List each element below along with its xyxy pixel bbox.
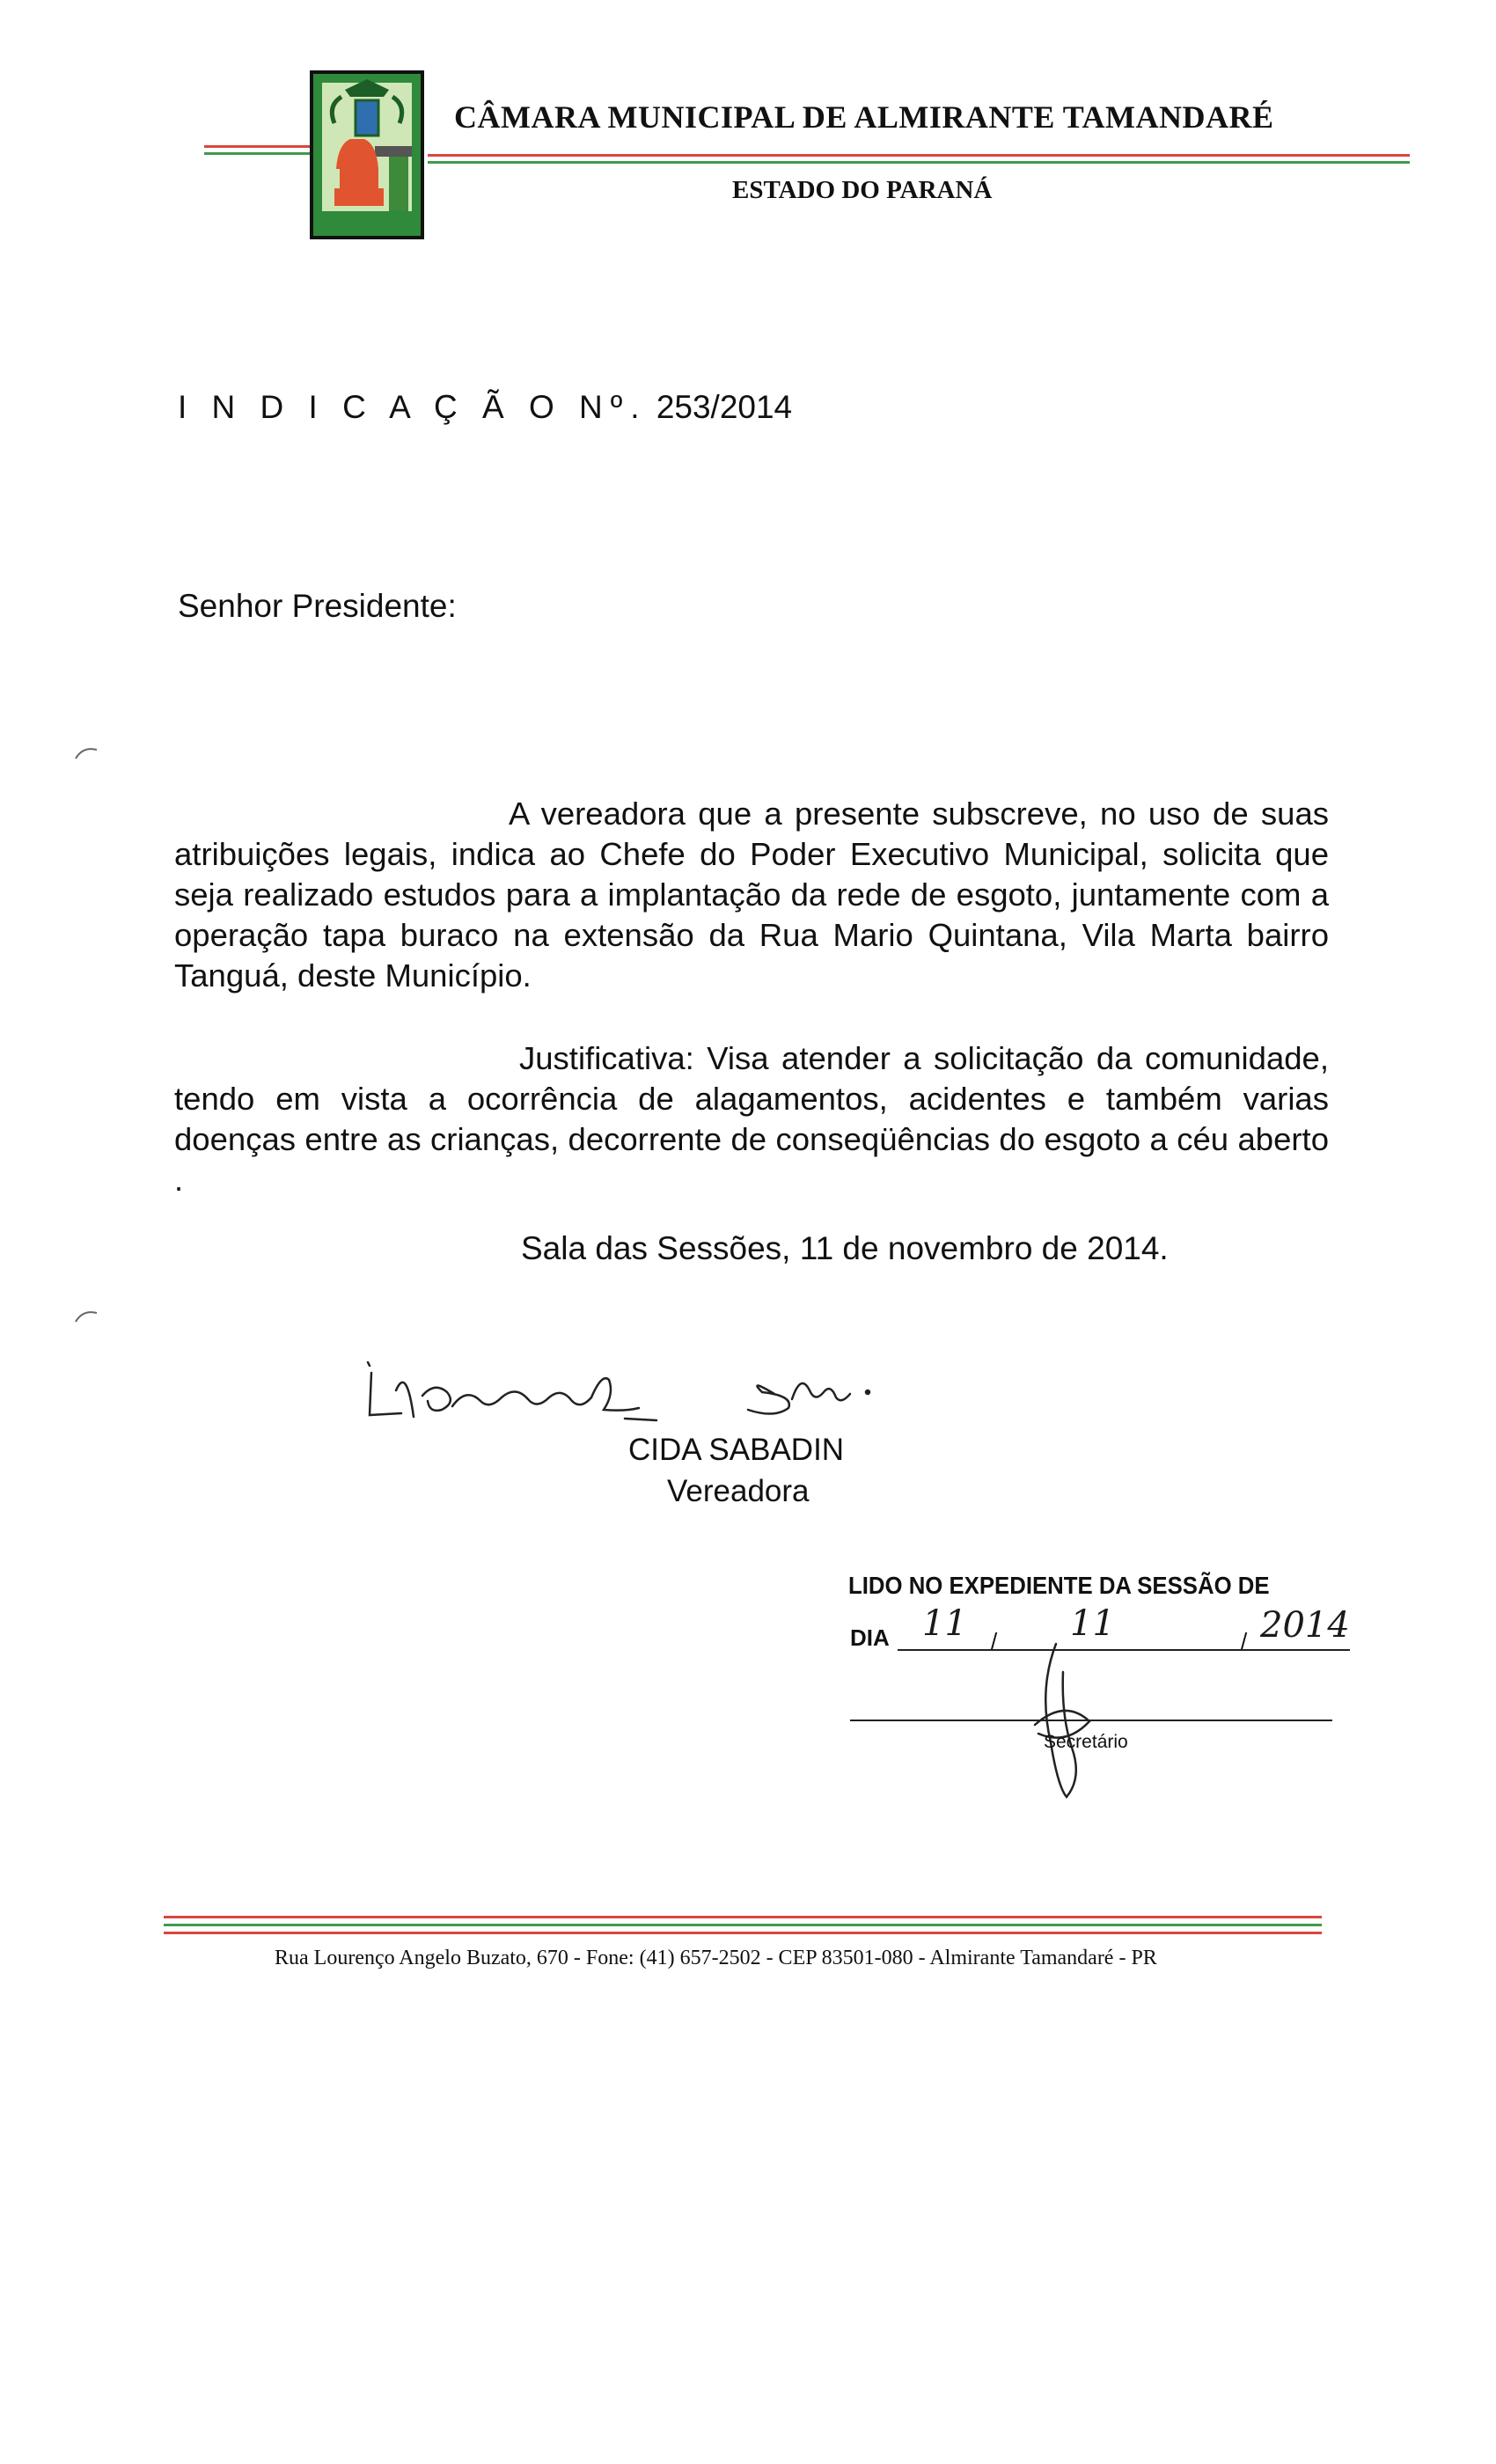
secretary-signature (1012, 1637, 1109, 1804)
secretary-label: Secretário (1044, 1732, 1128, 1752)
footer-rule-green (164, 1924, 1322, 1926)
stamp-handwritten-day: 11 (922, 1603, 967, 1644)
paragraph-request (174, 794, 1329, 996)
stamp-date-slash: / (1241, 1628, 1248, 1654)
signatory-name: CIDA SABADIN (628, 1433, 845, 1467)
stamp-date-line (898, 1649, 1350, 1651)
margin-mark-icon (74, 744, 99, 760)
closing-line: Sala das Sessões, 11 de novembro de 2014. (521, 1230, 1169, 1266)
header-rule-red-left (204, 145, 310, 148)
header-rule-red-right (428, 154, 1410, 157)
margin-mark-icon (74, 1308, 99, 1324)
handwritten-signature (361, 1346, 959, 1434)
stamp-read-notice: LIDO NO EXPEDIENTE DA SESSÃO DE (848, 1572, 1270, 1599)
stamp-date-slash: / (991, 1628, 998, 1654)
municipal-coat-of-arms-icon (310, 70, 424, 239)
footer-address: Rua Lourenço Angelo Buzato, 670 - Fone: (41) 657-2502 - CEP 83501-080 - Almirante Tamandaré - PR (275, 1947, 1157, 1969)
paragraph-justification-text: Justificativa: Visa atender a solicitação da comunidade, tendo em vista a ocorrência de alagamentos, acidentes e também varias doenças entre as crianças, decorrente de conseqüências do esgoto a céu aberto . (174, 1040, 1329, 1198)
title-number: 253/2014 (656, 389, 793, 425)
paragraph-request-text: A vereadora que a presente subscreve, no uso de suas atribuições legais, indica ao Chefe do Poder Executivo Municipal, solicita que seja realizado estudos para a implantação da rede de esgoto, juntamente com a operação tapa buraco na extensão da Rua Mario Quintana, Vila Marta bairro Tanguá, deste Município. (174, 796, 1329, 994)
header-rule-green-left (204, 152, 310, 155)
paragraph-justification (174, 1038, 1329, 1200)
document-title (178, 389, 792, 426)
title-prefix: I N D I C A Ç Ã O Nº. (178, 389, 648, 425)
greeting: Senhor Presidente: (178, 588, 457, 624)
state-name: ESTADO DO PARANÁ (732, 176, 993, 204)
stamp-handwritten-month: 11 (1070, 1603, 1115, 1644)
stamp-date-label: DIA (850, 1624, 890, 1651)
signatory-role: Vereadora (667, 1474, 810, 1508)
footer-rule-red (164, 1916, 1322, 1918)
footer-rule-red-lower (164, 1932, 1322, 1934)
stamp-handwritten-year: 2014 (1260, 1605, 1350, 1646)
header-rule-green-right (428, 161, 1410, 164)
organization-name: CÂMARA MUNICIPAL DE ALMIRANTE TAMANDARÉ (454, 99, 1274, 135)
